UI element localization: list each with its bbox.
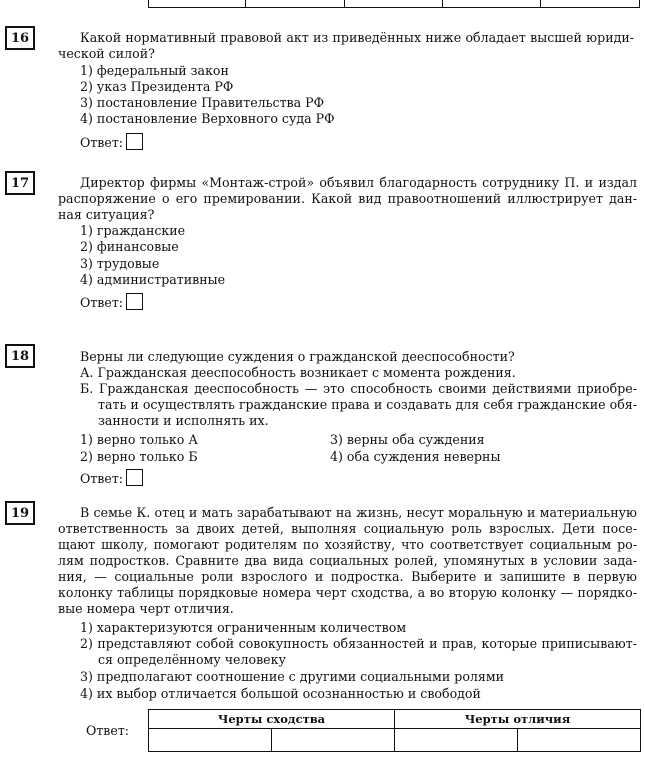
q18-statement-b-line-3: занности и исполнять их.: [98, 413, 269, 428]
question-number-19: 19: [5, 501, 35, 525]
q19-option-3: 3) предполагают соотношение с другими социальными ролями: [80, 669, 505, 684]
q19-option-1: 1) характеризуются ограниченным количеством: [80, 620, 407, 635]
q19-question-line-4: лям подростков. Сравните два вида социальных ролей, упомянутых в условии зада-: [58, 553, 637, 568]
q16-option-3: 3) постановление Правительства РФ: [80, 95, 325, 110]
q18-statement-a: А. Гражданская дееспособность возникает с момента рождения.: [80, 365, 516, 380]
q18-option-3: 3) верны оба суждения: [330, 432, 485, 447]
q18-option-1: 1) верно только А: [80, 432, 198, 447]
q18-answer-label: Ответ:: [80, 471, 124, 486]
q19-option-2-line-1: 2) представляют собой совокупность обязанностей и прав, которые приписывают-: [80, 636, 637, 651]
q19-question-line-1: В семье К. отец и мать зарабатывают на жизнь, несут моральную и материальную: [80, 505, 637, 520]
q17-question-line-1: Директор фирмы «Монтаж-строй» объявил благодарность сотруднику П. и издал: [80, 175, 637, 190]
q16-question-line-1: Какой нормативный правовой акт из приведённых ниже обладает высшей юриди-: [80, 30, 634, 45]
q18-option-4: 4) оба суждения неверны: [330, 449, 501, 464]
q19-question-line-6: колонку таблицы порядковые номера черт сходства, а во вторую колонку — порядко-: [58, 585, 637, 600]
q18-statement-b-line-1: Б. Гражданская дееспособность — это способность своими действиями приобре-: [80, 381, 637, 396]
q17-option-2: 2) финансовые: [80, 239, 179, 254]
q19-answer-table: [148, 709, 641, 752]
q17-option-1: 1) гражданские: [80, 223, 186, 238]
q19-answer-cell-2[interactable]: [272, 729, 395, 752]
q17-answer-label: Ответ:: [80, 295, 124, 310]
q19-table-header-differences: Черты отличия: [395, 710, 641, 729]
q19-answer-label: Ответ:: [86, 723, 130, 738]
question-number-18: 18: [5, 344, 35, 368]
q18-option-2: 2) верно только Б: [80, 449, 198, 464]
q17-option-3: 3) трудовые: [80, 256, 160, 271]
question-number-17: 17: [5, 171, 35, 195]
q19-option-4: 4) их выбор отличается большой осознанностью и свободой: [80, 686, 481, 701]
q16-answer-box[interactable]: [126, 133, 143, 150]
q18-answer-box[interactable]: [126, 469, 143, 486]
q16-option-4: 4) постановление Верховного суда РФ: [80, 111, 335, 126]
q18-question-line-1: Верны ли следующие суждения о гражданской дееспособности?: [80, 349, 515, 364]
q19-question-line-7: вые номера черт отличия.: [58, 601, 234, 616]
q19-answer-cell-1[interactable]: [149, 729, 272, 752]
q17-answer-box[interactable]: [126, 293, 143, 310]
q17-answer: [80, 293, 143, 311]
q16-answer-label: Ответ:: [80, 135, 124, 150]
q16-option-1: 1) федеральный закон: [80, 63, 229, 78]
q16-question-line-2: ческой силой?: [58, 46, 155, 61]
q18-answer: [80, 469, 143, 487]
q16-answer: [80, 133, 143, 151]
previous-answer-table: [148, 0, 640, 8]
q18-statement-b-line-2: тать и осуществлять гражданские права и создавать для себя гражданские обя-: [98, 397, 637, 412]
q19-table-header-similarities: Черты сходства: [149, 710, 395, 729]
q19-answer-cell-3[interactable]: [395, 729, 518, 752]
q17-question-line-2: распоряжение о его премировании. Какой вид правоотношений иллюстрирует дан-: [58, 191, 637, 206]
question-number-16: 16: [5, 26, 35, 50]
q19-question-line-3: щают школу, помогают родителям по хозяйству, что соответствует социальным ро-: [58, 537, 637, 552]
q17-option-4: 4) административные: [80, 272, 226, 287]
q16-option-2: 2) указ Президента РФ: [80, 79, 234, 94]
q17-question-line-3: ная ситуация?: [58, 207, 155, 222]
q19-question-line-5: ния, — социальные роли взрослого и подростка. Выберите и запишите в первую: [58, 569, 637, 584]
q19-answer-cell-4[interactable]: [518, 729, 641, 752]
q19-option-2-line-2: ся определённому человеку: [98, 652, 286, 667]
q19-question-line-2: ответственность за двоих детей, выполняя социальную роль взрослых. Дети посе-: [58, 521, 637, 536]
